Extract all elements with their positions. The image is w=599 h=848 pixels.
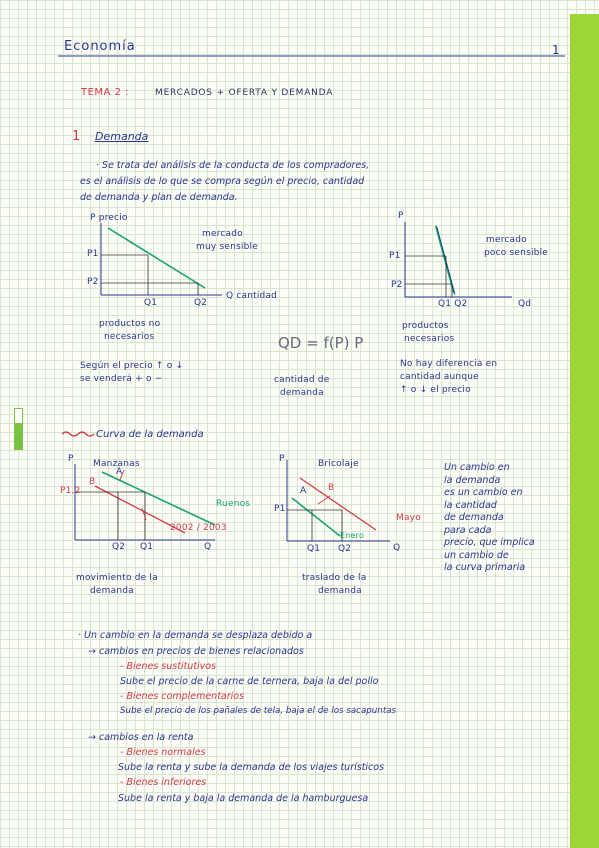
graph2-q: Q1 Q2: [438, 299, 468, 309]
side-note-line: la curva primaria: [444, 562, 526, 573]
section3-line-6: Sube el precio de los pañales de tela, baja el de los sacapuntas: [120, 706, 397, 716]
side-note-line: Un cambio en: [444, 462, 510, 473]
graph1-y-axis-label: P precio: [90, 213, 128, 223]
graph1-note-2: muy sensible: [196, 242, 258, 252]
demand-formula: QD = f(P) P: [278, 334, 364, 352]
graph1-caption-2: necesarios: [104, 332, 155, 342]
section2-heading: Curva de la demanda: [96, 429, 204, 440]
margin-green-bar: [570, 14, 599, 848]
section3-line-3: - Bienes sustitutivos: [120, 661, 217, 672]
graph2-caption-2: necesarios: [404, 334, 455, 344]
side-note-line: un cambio de: [444, 549, 509, 561]
formula-caption-1: cantidad de: [274, 375, 330, 385]
formula-caption-2: demanda: [280, 388, 324, 398]
graph4-p1: P1: [274, 504, 286, 514]
graph2-note-line-2: cantidad aunque: [400, 372, 479, 382]
page-number: 1: [552, 43, 560, 57]
graph4-plot: [0, 0, 1, 1]
graph4-series-2: Enero: [340, 531, 365, 540]
section1-number: 1: [72, 129, 81, 144]
graph3-y-axis-label: P: [68, 454, 74, 464]
side-note-line: de demanda: [444, 512, 504, 523]
graph2-note-line-1: No hay diferencia en: [400, 359, 498, 369]
graph1-p2: P2: [87, 277, 99, 287]
graph4-y-axis-label: P: [279, 454, 285, 464]
subject-header: Economía: [64, 39, 136, 54]
graph4-caption-1: traslado de la: [302, 573, 367, 583]
graph2-y-axis-label: P: [398, 211, 404, 221]
graph3-point-a: A: [116, 467, 123, 477]
section3-line-8: - Bienes normales: [120, 747, 206, 758]
section1-line-3: de demanda y plan de demanda.: [80, 192, 238, 203]
title-text: MERCADOS + OFERTA Y DEMANDA: [155, 88, 334, 98]
graph2-note-2: poco sensible: [484, 248, 549, 258]
graph4-series-1: Mayo: [396, 513, 421, 523]
graph1-note-line-1: Según el precio ↑ o ↓: [80, 361, 184, 371]
graph2-p1: P1: [389, 251, 401, 261]
graph2-note-line-3: ↑ o ↓ el precio: [400, 385, 471, 395]
side-note-line: para cada: [444, 524, 492, 536]
section1-line-1: · Se trata del análisis de la conducta de los compradores,: [96, 160, 370, 171]
graph3-title: Manzanas: [93, 459, 140, 469]
graph4-point-a: A: [300, 486, 307, 496]
graph3-caption-2: demanda: [90, 586, 134, 596]
graph3-point-b: B: [89, 477, 96, 487]
graph4-title: Bricolaje: [318, 459, 359, 469]
graph1-p1: P1: [87, 249, 99, 259]
section3-line-2: → cambios en precios de bienes relacionados: [88, 646, 304, 657]
graph3-x-axis-label: Q: [204, 542, 212, 552]
section3-line-1: · Un cambio en la demanda se desplaza debido a: [78, 630, 313, 641]
graph4-q1: Q1: [307, 544, 321, 554]
graph3-series-2: 2002 / 2003: [170, 523, 227, 533]
graph1-note-1: mercado: [202, 229, 243, 239]
graph1-caption-1: productos no: [99, 319, 161, 329]
graph3-q1: Q1: [140, 542, 154, 552]
graph2-p2: P2: [391, 280, 403, 290]
graph2-caption-1: productos: [402, 321, 449, 331]
graph4-q2: Q2: [338, 544, 352, 554]
section3-line-11: Sube la renta y baja la demanda de la hamburguesa: [118, 793, 369, 804]
graph2-note-1: mercado: [486, 235, 527, 245]
graph1-q2: Q2: [194, 298, 208, 308]
side-tag-cap: [14, 408, 23, 424]
graph1-x-axis-label: Q cantidad: [226, 291, 278, 301]
side-note-line: es un cambio en: [444, 487, 523, 498]
section1-line-2: es el análisis de lo que se compra según el precio, cantidad: [80, 176, 365, 187]
graph3-caption-1: movimiento de la: [76, 573, 158, 583]
section3-line-5: - Bienes complementarios: [120, 691, 245, 702]
side-note-line: la demanda: [444, 474, 501, 486]
side-note-line: precio, que implica: [444, 537, 535, 548]
section3-line-4: Sube el precio de la carne de ternera, baja la del pollo: [120, 676, 379, 687]
section3-line-10: - Bienes inferiores: [120, 777, 207, 788]
graph4-x-axis-label: Q: [393, 543, 401, 553]
graph2-x-axis-label: Qd: [518, 299, 532, 309]
section3-line-9: Sube la renta y sube la demanda de los viajes turísticos: [118, 762, 385, 773]
side-note-line: la cantidad: [444, 499, 497, 511]
side-note: [444, 462, 535, 575]
graph3-series-1: Ruenos: [216, 499, 251, 509]
graph1-q1: Q1: [144, 298, 158, 308]
graph4-caption-2: demanda: [318, 586, 362, 596]
graph1-note-line-2: se venderá + o −: [80, 374, 163, 384]
graph4-point-b: B: [328, 483, 335, 493]
graph3-q2: Q2: [112, 542, 126, 552]
section3-line-7: → cambios en la renta: [88, 732, 194, 743]
section1-heading: Demanda: [95, 130, 149, 143]
graph3-price-label: P1,2: [60, 486, 81, 496]
title-prefix: TEMA 2 :: [81, 87, 129, 98]
